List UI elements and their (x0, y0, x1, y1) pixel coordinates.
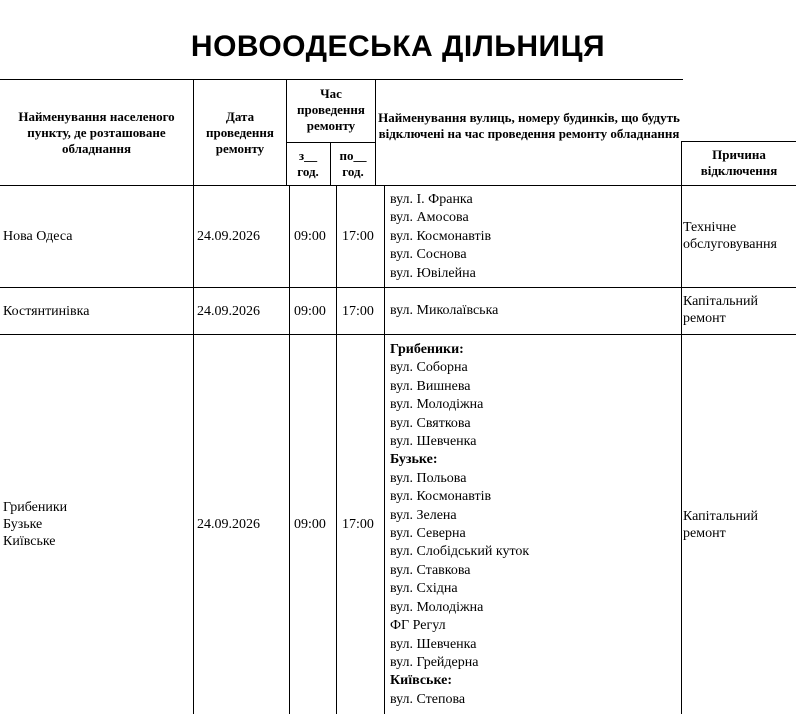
row-time-from: 09:00 (294, 517, 326, 532)
street-item: вул. Зелена (390, 507, 457, 523)
street-item: вул. І. Франка (390, 192, 473, 207)
row-settlement (3, 499, 191, 550)
street-item: вул. Шевченка (390, 434, 477, 450)
grid-line (336, 185, 337, 714)
street-item: вул. Ставкова (390, 562, 471, 578)
street-item: вул. Северна (390, 526, 466, 542)
grid-line (286, 142, 376, 143)
street-item: вул. Вишнева (390, 378, 471, 394)
row-reason: Технічне обслуговування (683, 220, 777, 252)
street-item: вул. Ювілейна (390, 265, 476, 281)
row-streets (390, 341, 678, 709)
settlement-group-heading: Грибеники: (390, 342, 464, 357)
street-item: вул. Степова (390, 691, 466, 707)
row-settlement (3, 303, 191, 320)
row-date: 24.09.2026 (197, 229, 260, 244)
grid-line (0, 185, 796, 186)
settlement-name: Нова Одеса (3, 229, 73, 244)
street-item: вул. Грейдерна (390, 654, 479, 670)
row-time-to: 17:00 (342, 304, 374, 319)
street-item: ФГ Регул (390, 618, 446, 634)
street-item: вул. Соснова (390, 247, 467, 263)
row-streets (390, 191, 678, 283)
grid-line (0, 334, 796, 335)
header-time-from: з__ год. (297, 148, 319, 179)
street-item: вул. Шевченка (390, 636, 477, 652)
page-title: НОВООДЕСЬКА ДІЛЬНИЦЯ (190, 30, 606, 63)
street-item: вул. Амосова (390, 210, 469, 226)
row-settlement (3, 228, 191, 245)
street-item: вул. Соборна (390, 360, 468, 376)
street-item: вул. Молодіжна (390, 397, 484, 413)
header-streets: Найменування вулиць, номеру будинків, що будуть відключені на час проведення ремонту обладнання (378, 110, 680, 141)
settlement-name: Київське (3, 534, 56, 549)
row-streets (390, 302, 678, 320)
grid-line (384, 185, 385, 714)
grid-line (286, 79, 287, 185)
header-reason: Причина відключення (700, 147, 778, 178)
grid-line (0, 79, 683, 80)
row-reason: Капітальний ремонт (683, 509, 759, 541)
row-time-to: 17:00 (342, 517, 374, 532)
row-date: 24.09.2026 (197, 517, 260, 532)
street-item: вул. Космонавтів (390, 228, 492, 244)
settlement-group-heading: Київське: (390, 673, 453, 689)
street-item: вул. Східна (390, 581, 458, 597)
street-item: вул. Молодіжна (390, 599, 484, 615)
grid-line (0, 287, 796, 288)
row-date: 24.09.2026 (197, 304, 260, 319)
grid-line (375, 79, 376, 185)
grid-line (681, 141, 796, 142)
grid-line (330, 142, 331, 185)
street-item: вул. Космонавтів (390, 489, 492, 505)
settlement-group-heading: Бузьке: (390, 452, 438, 468)
header-settlement: Найменування населеного пункту, де розташоване обладнання (18, 109, 175, 156)
header-time: Час проведення ремонту (297, 86, 365, 133)
row-reason: Капітальний ремонт (683, 294, 759, 326)
grid-line (193, 79, 194, 714)
grid-line (289, 185, 290, 714)
header-date: Дата проведення ремонту (206, 109, 274, 156)
settlement-name: Грибеники (3, 500, 68, 515)
street-item: вул. Слобідський куток (390, 544, 530, 560)
settlement-name: Костянтинівка (3, 304, 90, 319)
street-item: вул. Польова (390, 470, 467, 486)
street-item: вул. Миколаївська (390, 303, 499, 318)
row-time-to: 17:00 (342, 229, 374, 244)
header-time-to: по__ год. (339, 148, 367, 179)
row-time-from: 09:00 (294, 229, 326, 244)
street-item: вул. Святкова (390, 415, 471, 431)
row-time-from: 09:00 (294, 304, 326, 319)
grid-line (681, 141, 682, 714)
settlement-name: Бузьке (3, 517, 43, 532)
